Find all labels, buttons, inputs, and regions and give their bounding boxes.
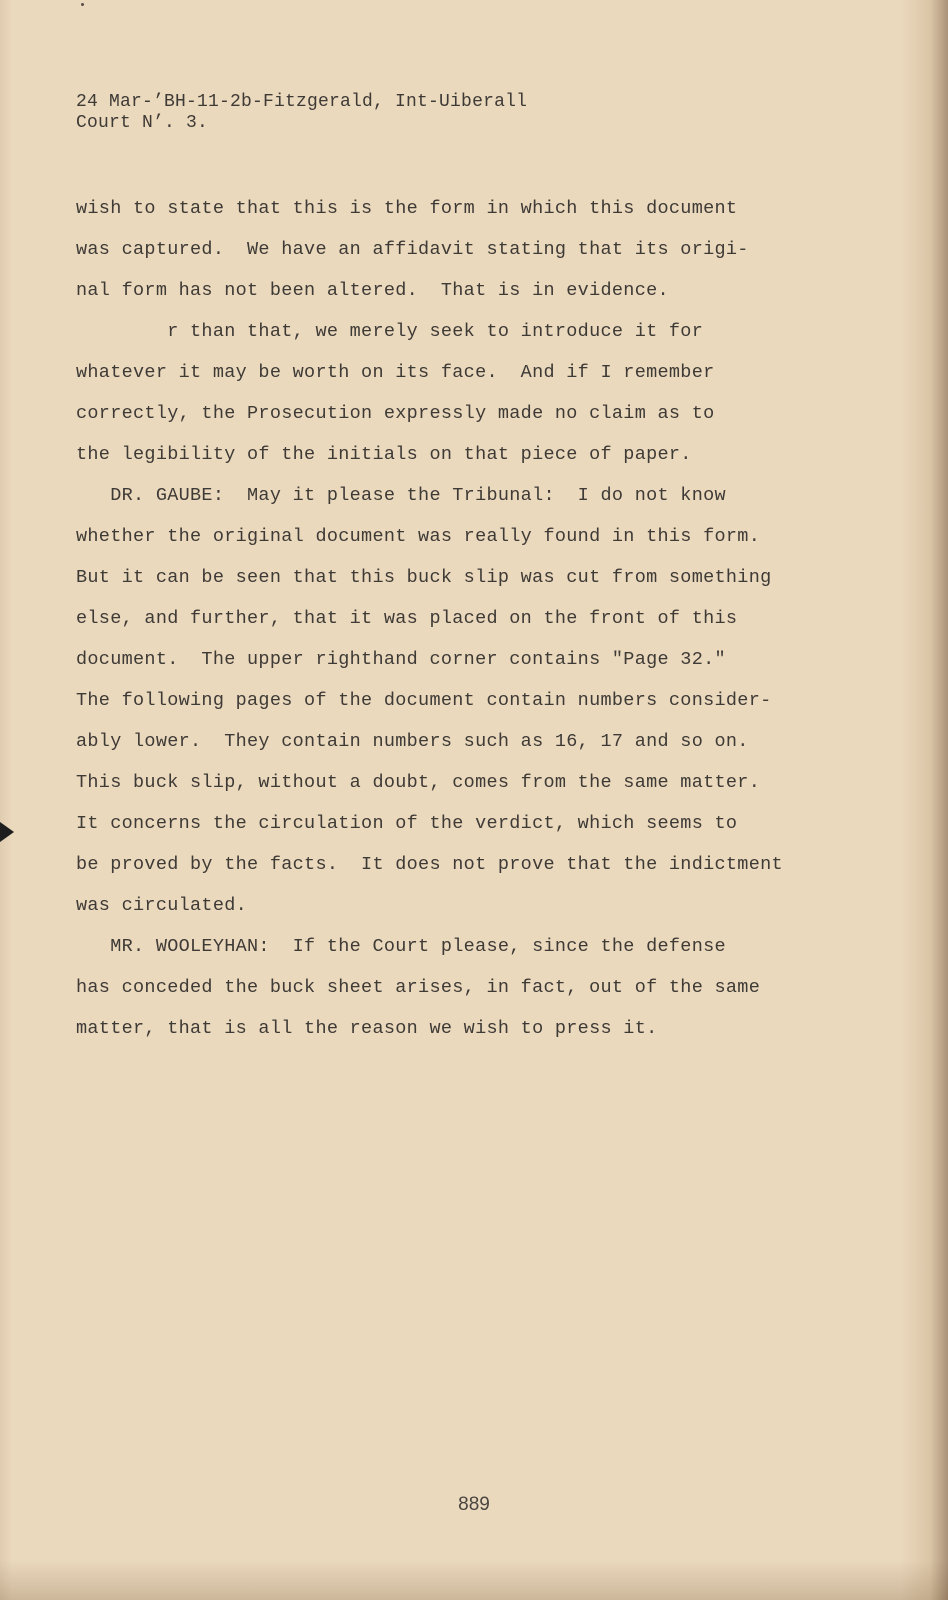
header-line-2: Court N’. 3. bbox=[76, 113, 209, 133]
text-line: correctly, the Prosecution expressly made no claim as to bbox=[76, 403, 715, 424]
text-line: the legibility of the initials on that piece of paper. bbox=[76, 444, 692, 465]
text-line: nal form has not been altered. That is in evidence. bbox=[76, 280, 669, 301]
text-line: document. The upper righthand corner contains "Page 32." bbox=[76, 649, 726, 670]
text-line: ably lower. They contain numbers such as 16, 17 and so on. bbox=[76, 731, 749, 752]
text-line: This buck slip, without a doubt, comes from the same matter. bbox=[76, 772, 761, 793]
text-line: matter, that is all the reason we wish to press it. bbox=[76, 1018, 658, 1039]
text-line: else, and further, that it was placed on the front of this bbox=[76, 608, 738, 629]
text-line: r than that, we merely seek to introduce it for bbox=[76, 321, 704, 342]
text-line: be proved by the facts. It does not prove that the indictment bbox=[76, 854, 783, 875]
text-line: But it can be seen that this buck slip was cut from something bbox=[76, 567, 772, 588]
transcript-body bbox=[76, 188, 856, 1049]
text-line: MR. WOOLEYHAN: If the Court please, since the defense bbox=[76, 936, 726, 957]
text-line: has conceded the buck sheet arises, in fact, out of the same bbox=[76, 977, 761, 998]
text-line: whatever it may be worth on its face. And if I remember bbox=[76, 362, 715, 383]
text-line: was captured. We have an affidavit stating that its origi- bbox=[76, 239, 749, 260]
header-line-1: 24 Mar-’BH-11-2b-Fitzgerald, Int-Uiberall bbox=[76, 92, 528, 112]
text-line: whether the original document was really found in this form. bbox=[76, 526, 761, 547]
text-line: The following pages of the document contain numbers consider- bbox=[76, 690, 772, 711]
page-header bbox=[76, 92, 527, 134]
text-line: It concerns the circulation of the verdict, which seems to bbox=[76, 813, 738, 834]
ink-speck bbox=[81, 3, 84, 6]
text-line: wish to state that this is the form in which this document bbox=[76, 198, 738, 219]
binding-edge-mark bbox=[0, 822, 14, 842]
text-line: was circulated. bbox=[76, 895, 248, 916]
text-line: DR. GAUBE: May it please the Tribunal: I do not know bbox=[76, 485, 726, 506]
page-number: 889 bbox=[458, 1494, 490, 1515]
